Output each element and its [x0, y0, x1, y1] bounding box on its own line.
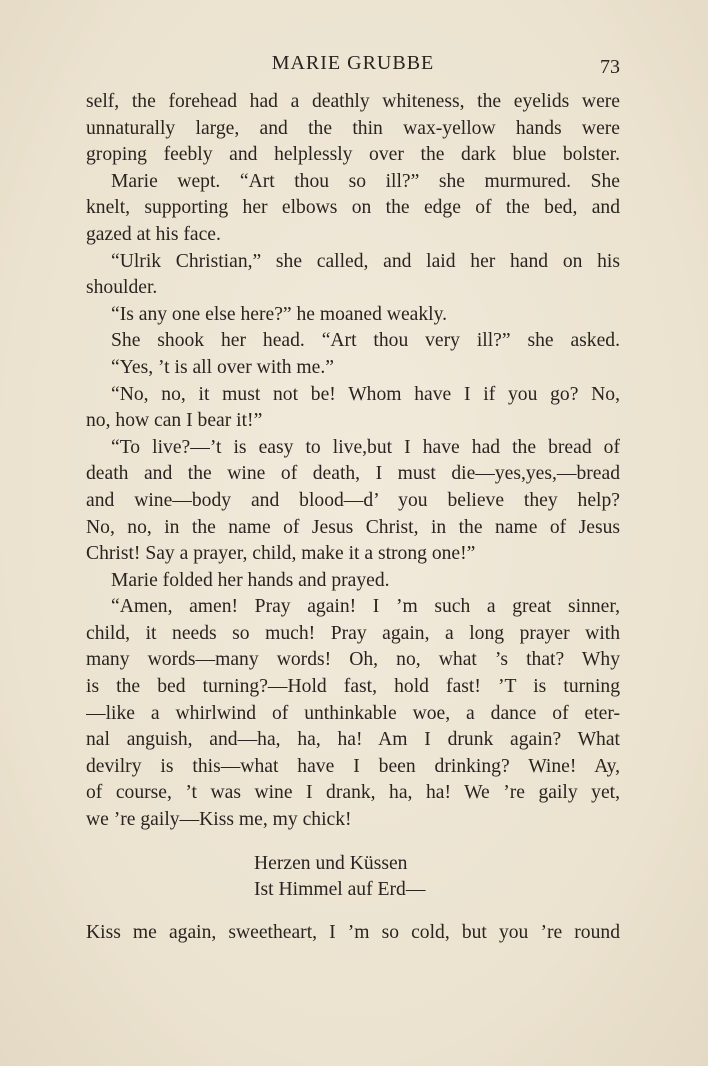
verse-quote: [86, 851, 620, 904]
text-line: She shook her head. “Art thou very ill?” she asked.: [111, 330, 620, 352]
paragraph: [86, 169, 620, 249]
text-line: gazed at his face.: [86, 223, 221, 245]
text-line: —like a whirlwind of unthinkable woe, a dance of eter-: [86, 702, 620, 724]
text-line: nal anguish, and—ha, ha, ha! Am I drunk again? What: [86, 729, 620, 751]
text-line: we ’re gaily—Kiss me, my chick!: [86, 809, 352, 831]
paragraph: [86, 568, 620, 595]
paragraph: [86, 382, 620, 435]
text-line: “To live?—’t is easy to live,but I have had the bread of: [111, 436, 620, 458]
paragraph: [86, 920, 620, 947]
text-line: of course, ’t was wine I drank, ha, ha! We ’re gaily yet,: [86, 782, 620, 804]
text-line: knelt, supporting her elbows on the edge of the bed, and: [86, 197, 620, 219]
paragraph: [86, 435, 620, 568]
text-line: Marie folded her hands and prayed.: [111, 569, 390, 591]
text-line: child, it needs so much! Pray again, a long prayer with: [86, 622, 620, 644]
verse-line: Ist Himmel auf Erd—: [254, 879, 426, 901]
text-line: “No, no, it must not be! Whom have I if you go? No,: [111, 383, 620, 405]
text-line: shoulder.: [86, 277, 158, 299]
text-line: is the bed turning?—Hold fast, hold fast! ’T is turning: [86, 676, 620, 698]
text-line: “Amen, amen! Pray again! I ’m such a great sinner,: [111, 596, 620, 618]
paragraph: [86, 594, 620, 833]
text-line: Kiss me again, sweetheart, I ’m so cold, but you ’re round: [86, 921, 620, 943]
text-line: “Is any one else here?” he moaned weakly.: [111, 303, 448, 325]
text-line: “Ulrik Christian,” she called, and laid her hand on his: [111, 250, 620, 272]
paragraph: [86, 302, 620, 329]
text-line: and wine—body and blood—d’ you believe they help?: [86, 489, 620, 511]
text-line: no, how can I bear it!”: [86, 410, 263, 432]
text-line: unnaturally large, and the thin wax-yellow hands were: [86, 117, 620, 139]
text-line: groping feebly and helplessly over the dark blue bolster.: [86, 144, 620, 166]
text-line: Marie wept. “Art thou so ill?” she murmured. She: [111, 170, 620, 192]
text-line: devilry is this—what have I been drinking? Wine! Ay,: [86, 755, 620, 777]
paragraph: [86, 355, 620, 382]
text-line: death and the wine of death, I must die—yes,yes,—bread: [86, 463, 620, 485]
paragraph: [86, 89, 620, 169]
paragraph: [86, 328, 620, 355]
page-header: [86, 50, 620, 80]
body-text: [86, 89, 620, 946]
running-title: MARIE GRUBBE: [271, 52, 435, 74]
text-line: “Yes, ’t is all over with me.”: [111, 356, 334, 378]
text-line: many words—many words! Oh, no, what ’s that? Why: [86, 649, 620, 671]
paragraph: [86, 249, 620, 302]
text-line: Christ! Say a prayer, child, make it a strong one!”: [86, 543, 476, 565]
page-number: 73: [600, 56, 620, 78]
text-line: No, no, in the name of Jesus Christ, in the name of Jesus: [86, 516, 620, 538]
verse-line: Herzen und Küssen: [254, 852, 408, 874]
text-line: self, the forehead had a deathly whiteness, the eyelids were: [86, 91, 620, 112]
